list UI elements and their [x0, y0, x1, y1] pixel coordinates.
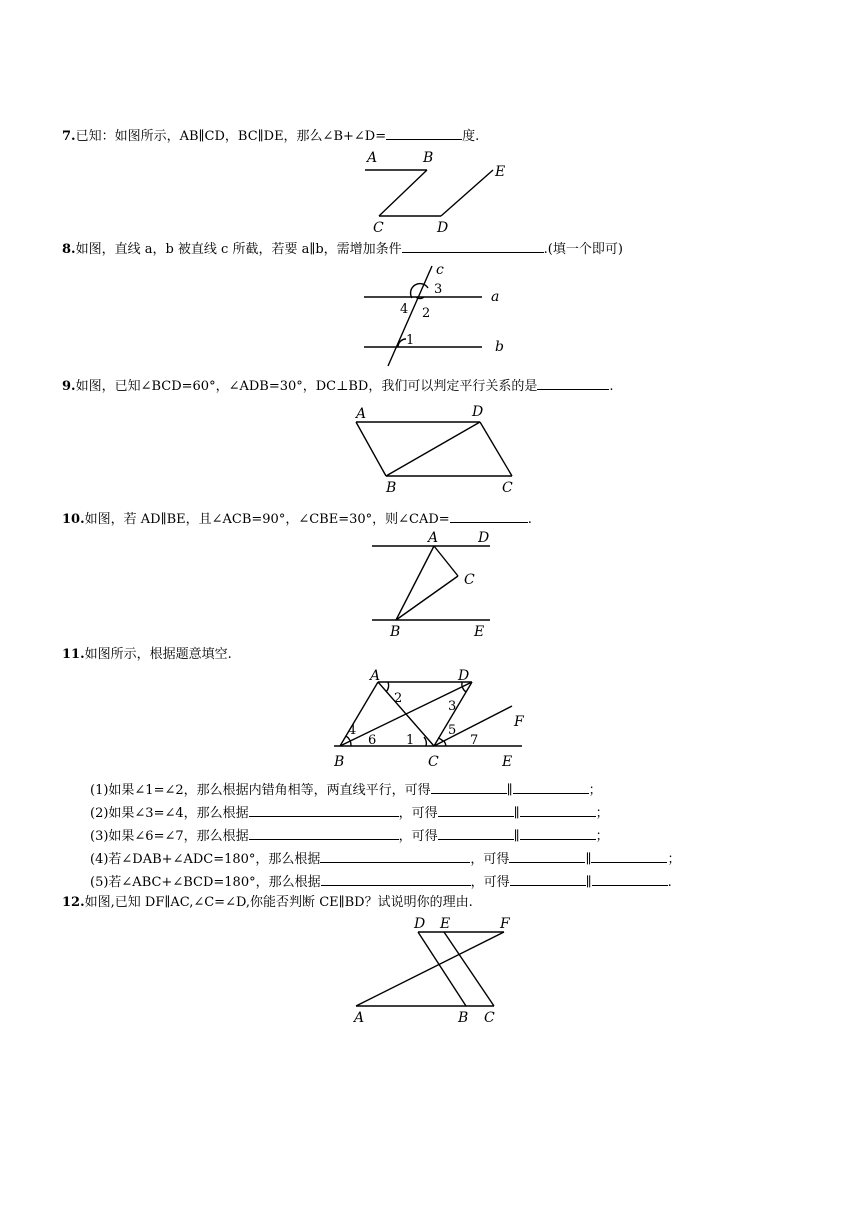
- label-f: F: [514, 714, 524, 730]
- parallel-symbol: ∥: [585, 852, 592, 867]
- part-end: ；: [588, 783, 602, 798]
- angle-label-7: 7: [470, 733, 479, 748]
- answer-blank[interactable]: [402, 240, 544, 253]
- label-d: D: [478, 530, 490, 546]
- answer-blank[interactable]: [450, 510, 528, 523]
- question-text-end: .: [609, 379, 614, 394]
- question-text-end: .: [527, 512, 532, 527]
- answer-blank[interactable]: [320, 850, 470, 863]
- angle-label-6: 6: [368, 733, 377, 748]
- question-text: 如图,已知 DF∥AC,∠C=∠D,你能否判断 CE∥BD？试说明你的理由.: [84, 895, 473, 910]
- label-c: C: [502, 480, 513, 496]
- label-a: a: [491, 289, 500, 305]
- label-e: E: [495, 164, 506, 180]
- angle-label-1: 1: [406, 333, 415, 348]
- angle-7-arc: [444, 741, 446, 746]
- segment-de: [441, 170, 493, 216]
- question-11: [62, 646, 232, 664]
- question-11-part-2: [90, 804, 609, 823]
- question-text: 如图所示，根据题意填空.: [84, 647, 232, 662]
- question-11-part-3: [90, 827, 609, 846]
- angle-label-3: 3: [448, 699, 457, 714]
- question-number: 11.: [62, 647, 85, 662]
- part-text: (4)若∠DAB+∠ADC=180°，那么根据: [90, 852, 321, 867]
- answer-blank[interactable]: [509, 850, 585, 863]
- segment-dc: [480, 422, 512, 476]
- angle-label-2: 2: [422, 306, 431, 321]
- part-end: ；: [595, 806, 609, 821]
- label-e: E: [440, 916, 451, 932]
- angle-1-arc: [424, 737, 426, 746]
- figure-q8: [360, 262, 520, 370]
- segment-ec: [444, 932, 494, 1006]
- part-text-mid: ，可得: [398, 806, 438, 821]
- label-a: A: [428, 530, 439, 546]
- question-8: [62, 240, 623, 259]
- question-11-part-5: [90, 873, 672, 892]
- label-f: F: [500, 916, 510, 932]
- question-number: 9.: [62, 379, 76, 394]
- figure-q7: [355, 148, 525, 234]
- label-c: c: [436, 262, 444, 278]
- question-number: 12.: [62, 895, 85, 910]
- label-d: D: [414, 916, 426, 932]
- label-b: b: [495, 339, 504, 355]
- label-e: E: [502, 754, 513, 770]
- question-11-part-4: [90, 850, 680, 869]
- part-end: .: [667, 875, 672, 890]
- question-12: [62, 894, 473, 912]
- angle-label-4: 4: [348, 723, 357, 738]
- label-b: B: [458, 1010, 469, 1026]
- label-b: B: [423, 150, 434, 166]
- label-a: A: [367, 150, 378, 166]
- question-text-end: 度.: [462, 129, 480, 144]
- segment-db: [418, 932, 466, 1006]
- label-c: C: [428, 754, 439, 770]
- answer-blank[interactable]: [386, 127, 462, 140]
- label-c: C: [464, 572, 475, 588]
- question-text: 如图，已知∠BCD=60°，∠ADB=30°，DC⊥BD，我们可以判定平行关系的是: [75, 379, 538, 394]
- segment-af: [356, 932, 504, 1006]
- part-text-mid: ，可得: [470, 875, 510, 890]
- question-number: 7.: [62, 129, 76, 144]
- question-text-end: .(填一个即可): [543, 242, 623, 257]
- answer-blank[interactable]: [592, 873, 668, 886]
- angle-5-arc: [438, 738, 443, 741]
- answer-blank[interactable]: [249, 827, 399, 840]
- question-7: [62, 127, 479, 146]
- answer-blank[interactable]: [537, 377, 609, 390]
- label-d: D: [437, 220, 449, 236]
- parallel-symbol: ∥: [585, 875, 592, 890]
- segment-ac: [434, 546, 458, 576]
- answer-blank[interactable]: [438, 827, 514, 840]
- answer-blank[interactable]: [431, 781, 507, 794]
- question-text: 已知：如图所示，AB∥CD，BC∥DE，那么∠B+∠D=: [75, 129, 387, 144]
- parallel-symbol: ∥: [506, 783, 513, 798]
- answer-blank[interactable]: [520, 827, 596, 840]
- angle-label-2: 2: [394, 691, 403, 706]
- segment-bd: [386, 422, 480, 476]
- label-a: A: [354, 1010, 365, 1026]
- question-number: 8.: [62, 242, 76, 257]
- part-end: ；: [667, 852, 681, 867]
- answer-blank[interactable]: [520, 804, 596, 817]
- segment-bc: [379, 170, 427, 216]
- label-d: D: [458, 668, 470, 684]
- part-text: (1)如果∠1=∠2，那么根据内错角相等，两直线平行，可得: [90, 783, 431, 798]
- figure-q9: [350, 400, 520, 496]
- question-text: 如图，直线 a，b 被直线 c 所截，若要 a∥b，需增加条件: [75, 242, 402, 257]
- question-text: 如图，若 AD∥BE，且∠ACB=90°，∠CBE=30°，则∠CAD=: [84, 512, 450, 527]
- label-b: B: [334, 754, 345, 770]
- segment-ab: [356, 422, 386, 476]
- angle-label-1: 1: [406, 733, 415, 748]
- figure-q10: [370, 528, 500, 640]
- answer-blank[interactable]: [438, 804, 514, 817]
- answer-blank[interactable]: [513, 781, 589, 794]
- label-e: E: [474, 624, 485, 640]
- angle-label-3: 3: [434, 282, 443, 297]
- parallel-symbol: ∥: [513, 829, 520, 844]
- question-10: [62, 510, 532, 529]
- label-a: A: [356, 406, 367, 422]
- part-end: ；: [595, 829, 609, 844]
- label-c: C: [373, 220, 384, 236]
- part-text: (3)如果∠6=∠7，那么根据: [90, 829, 249, 844]
- part-text: (2)如果∠3=∠4，那么根据: [90, 806, 249, 821]
- part-text-mid: ，可得: [470, 852, 510, 867]
- question-number: 10.: [62, 512, 85, 527]
- label-c: C: [484, 1010, 495, 1026]
- label-b: B: [386, 480, 397, 496]
- question-11-part-1: [90, 781, 602, 800]
- angle-label-4: 4: [400, 302, 409, 317]
- angle-2-arc: [386, 682, 389, 692]
- segment-cb: [396, 576, 458, 620]
- question-9: [62, 377, 613, 396]
- answer-blank[interactable]: [510, 873, 586, 886]
- answer-blank[interactable]: [321, 873, 471, 886]
- part-text-mid: ，可得: [398, 829, 438, 844]
- angle-label-5: 5: [448, 723, 457, 738]
- answer-blank[interactable]: [591, 850, 667, 863]
- figure-q12: [350, 916, 520, 1026]
- part-text: (5)若∠ABC+∠BCD=180°，那么根据: [90, 875, 321, 890]
- parallel-symbol: ∥: [513, 806, 520, 821]
- label-d: D: [472, 404, 484, 420]
- label-a: A: [370, 668, 381, 684]
- segment-ab: [396, 546, 434, 620]
- label-b: B: [390, 624, 401, 640]
- figure-q11: [330, 666, 530, 774]
- answer-blank[interactable]: [249, 804, 399, 817]
